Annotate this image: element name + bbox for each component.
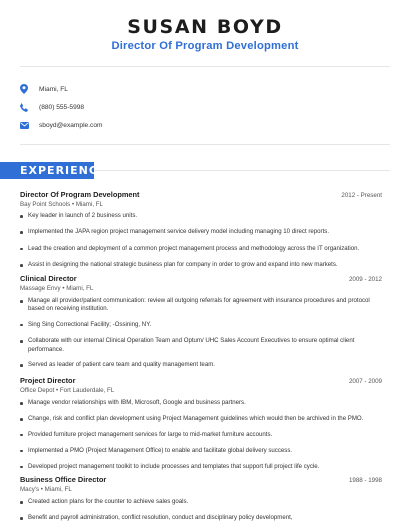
candidate-title: Director Of Program Development — [111, 40, 299, 52]
job-company: Office Depot — [20, 387, 55, 394]
job-bullets — [20, 212, 382, 270]
job-bullet: Manage all provider/patient communication: review all outgoing referrals for agreement with insurance procedures and protocol based on receiving institution. — [20, 297, 382, 314]
map-pin-icon — [20, 82, 38, 96]
contact-email-text[interactable]: sboyd@example.com — [39, 121, 103, 129]
job-bullet: Created action plans for the counter to achieve sales goals. — [20, 498, 382, 506]
candidate-name: SUSAN BOYD — [127, 16, 283, 38]
job-entry — [20, 475, 382, 522]
header-divider — [20, 66, 390, 67]
contact-location — [20, 82, 68, 96]
job-location: Fort Lauderdale, FL — [59, 387, 115, 394]
job-bullets — [20, 297, 382, 369]
job-location: Miami, FL — [75, 201, 103, 208]
job-company: Massage Envy — [20, 285, 61, 292]
contact-email — [20, 118, 103, 132]
experience-heading-rule — [94, 170, 390, 171]
job-entry — [20, 190, 382, 270]
job-company-line: Macy's • Miami, FL — [20, 486, 72, 493]
job-bullet: Collaborate with our internal Clinical Operation Team and Optum/ UHC Sales Account Executives to ensure optimal client performance. — [20, 337, 382, 354]
job-bullet: Manage vendor relationships with IBM, Microsoft, Google and business partners. — [20, 399, 382, 407]
job-company-line: Office Depot • Fort Lauderdale, FL — [20, 387, 115, 394]
job-company: Macy's — [20, 486, 40, 493]
job-bullet: Served as leader of patient care team and quality management team. — [20, 361, 382, 369]
job-title: Project Director — [20, 376, 76, 385]
job-title: Director Of Program Development — [20, 190, 140, 199]
job-dates: 1988 - 1998 — [348, 477, 382, 484]
job-company-line: Bay Point Schools • Miami, FL — [20, 201, 103, 208]
job-company-line: Massage Envy • Miami, FL — [20, 285, 94, 292]
experience-heading-bar — [0, 162, 107, 179]
job-bullet: Change, risk and conflict plan development using Project Management guidelines which would then be archived in the PMO. — [20, 415, 382, 423]
job-title: Business Office Director — [20, 475, 107, 484]
contact-location-text: Miami, FL — [39, 85, 68, 93]
job-bullets — [20, 399, 382, 471]
job-bullet: Benefit and payroll administration, conflict resolution, conduct and disciplinary policy development, — [20, 514, 382, 522]
job-dates: 2012 - Present — [341, 192, 382, 199]
job-bullet: Sing Sing Correctional Facility; -Ossining, NY. — [20, 321, 382, 329]
job-entry — [20, 376, 382, 471]
job-bullet: Key leader in launch of 2 business units. — [20, 212, 382, 220]
job-bullet: Provided furniture project management services for large to mid-market furniture accounts. — [20, 431, 382, 439]
job-location: Miami, FL — [44, 486, 72, 493]
job-title: Clinical Director — [20, 274, 77, 283]
job-location: Miami, FL — [66, 285, 94, 292]
job-bullet: Assist in designing the national strategic business plan for company in order to grow and expand into new markets. — [20, 261, 382, 269]
experience-heading: EXPERIENCE — [20, 164, 107, 177]
job-company: Bay Point Schools — [20, 201, 71, 208]
contact-phone — [20, 100, 84, 114]
job-bullet: Implemented the JAPA region project management service delivery model including managing 10 direct reports. — [20, 228, 382, 236]
contact-divider — [20, 144, 390, 145]
job-bullet: Developed project management toolkit to include processes and templates that support full project life cycle. — [20, 463, 382, 471]
job-bullets — [20, 498, 382, 522]
job-bullet: Lead the creation and deployment of a common project management process and methodology across the IT organization. — [20, 245, 382, 253]
job-dates: 2007 - 2009 — [348, 378, 382, 385]
job-entry — [20, 274, 382, 369]
job-bullet: Implemented a PMO (Project Management Office) to enable and facilitate global delivery success. — [20, 447, 382, 455]
phone-icon — [20, 100, 38, 114]
job-dates: 2009 - 2012 — [348, 276, 382, 283]
envelope-icon — [20, 118, 38, 132]
contact-phone-text: (880) 555-5998 — [39, 103, 85, 111]
